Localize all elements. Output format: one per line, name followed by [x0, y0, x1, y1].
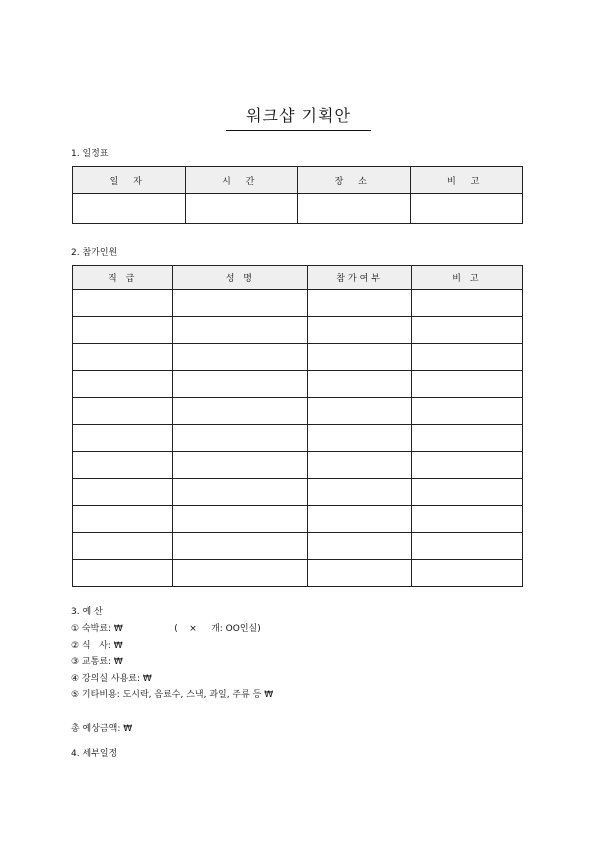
- participants-cell[interactable]: [308, 398, 412, 425]
- participants-cell[interactable]: [173, 560, 308, 587]
- participants-header-row: [73, 266, 523, 290]
- schedule-table: [72, 166, 523, 224]
- section3-heading: 3. 예 산: [71, 607, 103, 617]
- participants-cell[interactable]: [308, 506, 412, 533]
- participants-cell[interactable]: [411, 425, 522, 452]
- participants-cell[interactable]: [411, 452, 522, 479]
- table-row: [73, 452, 523, 479]
- schedule-cell[interactable]: [410, 194, 523, 224]
- table-row: [73, 290, 523, 317]
- budget-item-room: ④ 강의실 사용료: ₩: [71, 673, 152, 684]
- participants-cell[interactable]: [308, 344, 412, 371]
- table-row: [73, 560, 523, 587]
- section1-heading: 1. 일정표: [71, 149, 109, 159]
- participants-cell[interactable]: [411, 371, 522, 398]
- participants-cell[interactable]: [73, 533, 173, 560]
- participants-table: [72, 265, 523, 587]
- budget-list: [71, 621, 273, 704]
- participants-cell[interactable]: [173, 371, 308, 398]
- participants-cell[interactable]: [73, 371, 173, 398]
- participants-cell[interactable]: [73, 290, 173, 317]
- budget-item-lodging: ① 숙박료: ₩ ( × 개: OO인실): [71, 624, 261, 634]
- schedule-cell[interactable]: [185, 194, 298, 224]
- table-row: [73, 479, 523, 506]
- participants-cell[interactable]: [73, 344, 173, 371]
- table-row: [73, 533, 523, 560]
- participants-cell[interactable]: [173, 425, 308, 452]
- section2-heading: 2. 참가인원: [71, 248, 118, 258]
- participants-cell[interactable]: [173, 398, 308, 425]
- schedule-cell[interactable]: [298, 194, 411, 224]
- participants-header-attendance: 참가여부: [308, 266, 412, 290]
- participants-cell[interactable]: [308, 425, 412, 452]
- participants-cell[interactable]: [73, 425, 173, 452]
- schedule-header-place: 장 소: [298, 167, 411, 194]
- table-row: [73, 317, 523, 344]
- participants-cell[interactable]: [73, 317, 173, 344]
- participants-cell[interactable]: [308, 479, 412, 506]
- participants-cell[interactable]: [73, 560, 173, 587]
- participants-cell[interactable]: [411, 344, 522, 371]
- participants-cell[interactable]: [411, 398, 522, 425]
- budget-item-transport: ③ 교통료: ₩: [71, 657, 123, 667]
- participants-cell[interactable]: [308, 452, 412, 479]
- participants-cell[interactable]: [411, 290, 522, 317]
- participants-cell[interactable]: [173, 344, 308, 371]
- participants-cell[interactable]: [308, 317, 412, 344]
- table-row: [73, 425, 523, 452]
- document-title: 워크샵 기획안: [226, 103, 371, 131]
- participants-cell[interactable]: [308, 290, 412, 317]
- section4-heading: 4. 세부일정: [71, 749, 118, 759]
- participants-header-rank: 직 급: [73, 266, 173, 290]
- participants-cell[interactable]: [308, 533, 412, 560]
- table-row: [73, 371, 523, 398]
- participants-cell[interactable]: [308, 371, 412, 398]
- table-row: [73, 398, 523, 425]
- participants-cell[interactable]: [411, 533, 522, 560]
- participants-cell[interactable]: [173, 452, 308, 479]
- budget-item-meals: ② 식 사: ₩: [71, 640, 123, 651]
- participants-cell[interactable]: [173, 533, 308, 560]
- budget-item-etc: ⑤ 기타비용: 도시락, 음료수, 스낵, 과일, 주류 등 ₩: [71, 690, 274, 700]
- schedule-cell[interactable]: [73, 194, 186, 224]
- participants-cell[interactable]: [411, 317, 522, 344]
- title-block: [226, 103, 371, 131]
- participants-header-note: 비 고: [411, 266, 522, 290]
- schedule-header-row: [73, 167, 523, 194]
- participants-cell[interactable]: [173, 506, 308, 533]
- participants-cell[interactable]: [73, 398, 173, 425]
- table-row: [73, 194, 523, 224]
- participants-cell[interactable]: [411, 560, 522, 587]
- schedule-header-date: 일 자: [73, 167, 186, 194]
- participants-cell[interactable]: [173, 290, 308, 317]
- participants-cell[interactable]: [173, 479, 308, 506]
- schedule-header-note: 비 고: [410, 167, 523, 194]
- participants-header-name: 성 명: [173, 266, 308, 290]
- participants-cell[interactable]: [411, 479, 522, 506]
- table-row: [73, 506, 523, 533]
- participants-cell[interactable]: [173, 317, 308, 344]
- schedule-header-time: 시 간: [185, 167, 298, 194]
- participants-cell[interactable]: [308, 560, 412, 587]
- participants-cell[interactable]: [73, 452, 173, 479]
- participants-cell[interactable]: [411, 506, 522, 533]
- participants-cell[interactable]: [73, 506, 173, 533]
- table-row: [73, 344, 523, 371]
- budget-total: 총 예상금액: ₩: [71, 724, 133, 734]
- participants-cell[interactable]: [73, 479, 173, 506]
